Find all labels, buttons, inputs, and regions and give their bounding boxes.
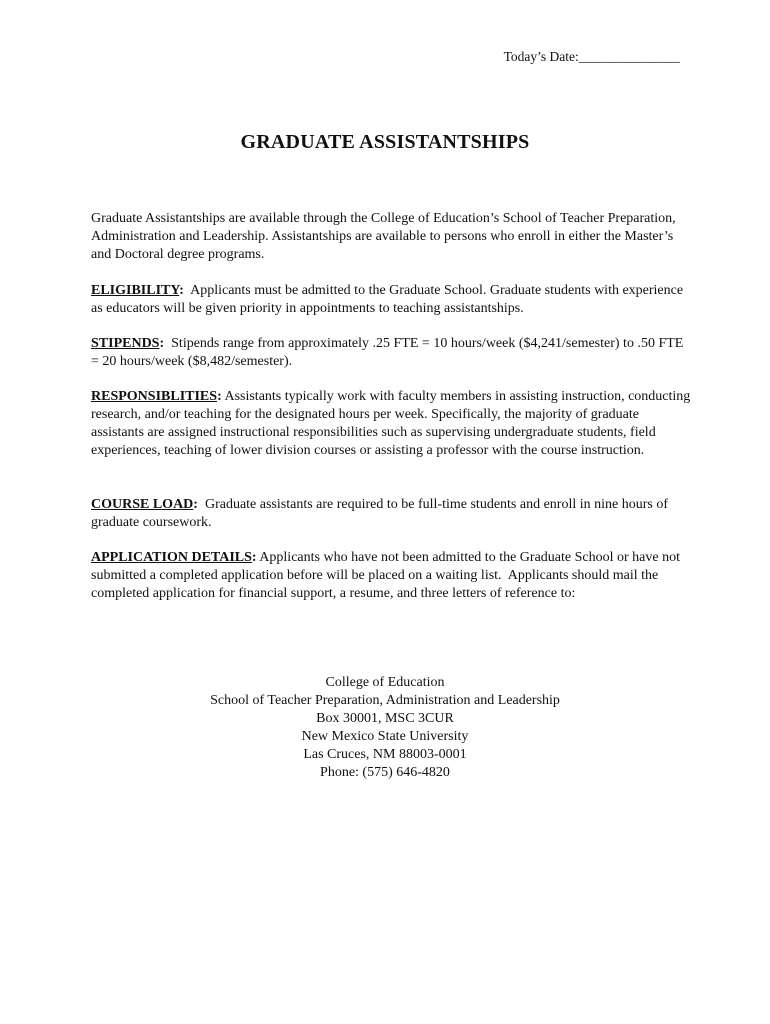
address-line-college: College of Education xyxy=(325,675,445,690)
eligibility-colon: : xyxy=(179,283,184,298)
stipends-text: Stipends range from approximately .25 FTE = 10 hours/week ($4,241/semester) to .50 FTE = 20 hours/week ($8,482/semester). xyxy=(91,336,687,369)
course-load-heading: COURSE LOAD xyxy=(91,497,194,512)
page-title: GRADUATE ASSISTANTSHIPS xyxy=(240,131,530,153)
stipends-colon: : xyxy=(159,336,165,351)
address-line-city: Las Cruces, NM 88003-0001 xyxy=(303,747,467,762)
eligibility-heading: ELIGIBILITY xyxy=(91,283,180,298)
intro-paragraph: Graduate Assistantships are available through the College of Education’s School of Teacher Preparation, Administration and Leadership. Assistantships are available to persons who enroll in either the Master’s and Doctoral degree programs. xyxy=(91,211,676,262)
address-line-university: New Mexico State University xyxy=(301,729,469,744)
todays-date-field: Today’s Date:_______________ xyxy=(503,49,680,64)
application-details-text: Applicants who have not been admitted to the Graduate School or have not submitted a completed application before will be placed on a waiting list. Applicants should mail the completed application for financial support, a resume, and three letters of reference to: xyxy=(91,550,684,601)
responsibilities-colon: : xyxy=(217,389,222,404)
eligibility-paragraph xyxy=(91,282,691,318)
responsibilities-paragraph xyxy=(91,388,694,460)
application-details-heading: APPLICATION DETAILS xyxy=(91,550,252,565)
address-line-phone: Phone: (575) 646-4820 xyxy=(320,765,450,780)
course-load-paragraph xyxy=(91,496,691,532)
course-load-colon: : xyxy=(193,497,198,512)
stipends-paragraph xyxy=(91,335,691,371)
stipends-heading: STIPENDS xyxy=(91,336,160,351)
application-details-paragraph xyxy=(91,549,691,603)
eligibility-text: Applicants must be admitted to the Graduate School. Graduate students with experience as educators will be given priority in appointments to teaching assistantships. xyxy=(91,283,687,316)
responsibilities-heading: RESPONSIBLITIES xyxy=(91,389,218,404)
address-line-box: Box 30001, MSC 3CUR xyxy=(316,711,454,726)
course-load-text: Graduate assistants are required to be full-time students and enroll in nine hours of graduate coursework. xyxy=(91,497,672,530)
address-line-school: School of Teacher Preparation, Administration and Leadership xyxy=(210,693,560,708)
application-details-colon: : xyxy=(251,550,257,565)
responsibilities-text: Assistants typically work with faculty members in assisting instruction, conducting research, and/or teaching for the designated hours per week. Specifically, the majority of graduate assistants are assigned instructional responsibilities such as supervising undergraduate students, field experiences, teaching of lower division courses or assisting a professor with the course instruction. xyxy=(91,389,694,458)
mailing-address xyxy=(0,674,770,782)
